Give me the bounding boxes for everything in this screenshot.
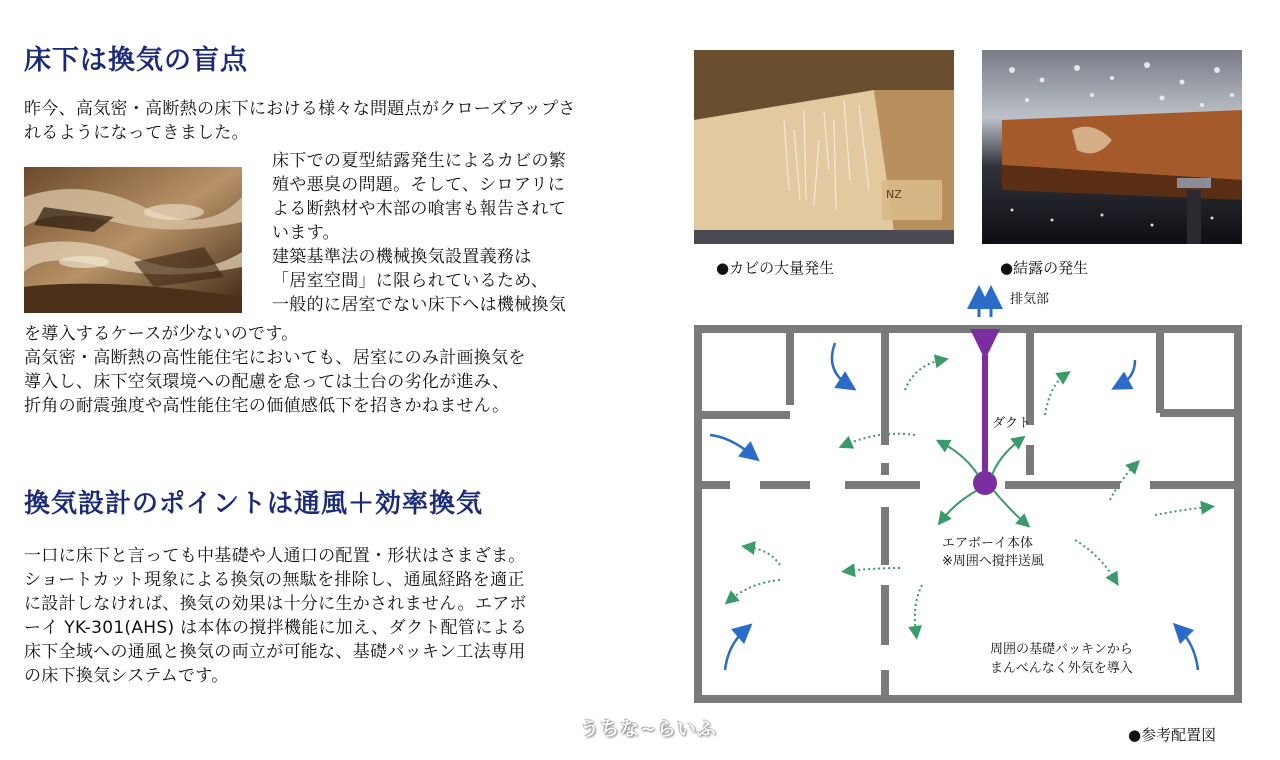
full-line: を導入するケースが少ないのです。 [24,324,299,344]
full-paragraph [24,322,684,418]
design-line: 一口に床下と言っても中基礎や人通口の配置・形状はさまざま。 [24,546,526,566]
termite-damage-photo [24,167,242,313]
condensation-caption: ●結露の発生 [1000,259,1089,277]
intake-label-line1: 周囲の基礎パッキンから [990,642,1133,657]
wrap-line: 殖や悪臭の問題。そして、シロアリに [272,175,566,195]
section-title-design-point: 換気設計のポイントは通風＋効率換気 [24,489,484,519]
reference-layout-caption: ●参考配置図 [1128,726,1217,744]
wrap-line: 床下での夏型結露発生によるカビの繁 [272,151,567,171]
intake-label-line2: まんべんなく外気を導入 [990,661,1133,676]
unit-label: エアボーイ本体 [942,536,1034,551]
floor-ventilation-diagram [680,285,1280,705]
intro-line: れるようになってきました。 [24,123,249,143]
wrap-paragraph [272,149,672,317]
duct-label: ダクト [992,416,1032,431]
mold-photo [694,50,954,244]
site-watermark: うちな~らいふ [580,718,717,740]
design-line: 床下全域への通風と換気の両立が可能な、基礎パッキン工法専用 [24,642,526,662]
exhaust-arrows-icon [979,297,991,317]
unit-sub-label: ※周囲へ撹拌送風 [942,554,1044,569]
mold-photo-label: NZ [886,188,902,201]
foundation-walls [698,329,1238,699]
design-paragraph [24,544,684,688]
wrap-line: 建築基準法の機械換気設置義務は [272,247,532,267]
exhaust-label: 排気部 [1010,292,1050,307]
design-line: ーイ YK-301(AHS) は本体の撹拌機能に加え、ダクト配管による [24,618,528,638]
wrap-line: 一般的に居室でない床下へは機械換気 [272,295,567,315]
intro-paragraph [24,97,684,145]
full-line: 導入し、床下空気環境への配慮を怠っては土台の劣化が進み、 [24,372,510,392]
wrap-line: います。 [272,223,340,243]
design-line: に設計しなければ、換気の効果は十分に生かされません。エアボ [24,594,527,614]
section-title-ventilation-blind-spot: 床下は換気の盲点 [24,45,248,76]
wrap-line: 「居室空間」に限られているため、 [272,271,549,291]
design-line: の床下換気システムです。 [24,666,229,686]
airflow-arrows [730,360,1208,633]
full-line: 高気密・高断熱の高性能住宅においても、居室にのみ計画換気を [24,348,526,368]
intro-line: 昨今、高気密・高断熱の床下における様々な問題点がクローズアップさ [24,99,576,119]
wrap-line: よる断熱材や木部の喰害も報告されて [272,199,567,219]
mold-caption: ●カビの大量発生 [716,259,835,277]
design-line: ショートカット現象による換気の無駄を排除し、通風経路を適正 [24,570,525,590]
condensation-photo [982,50,1242,244]
full-line: 折角の耐震強度や高性能住宅の価値感低下を招きかねません。 [24,396,510,416]
